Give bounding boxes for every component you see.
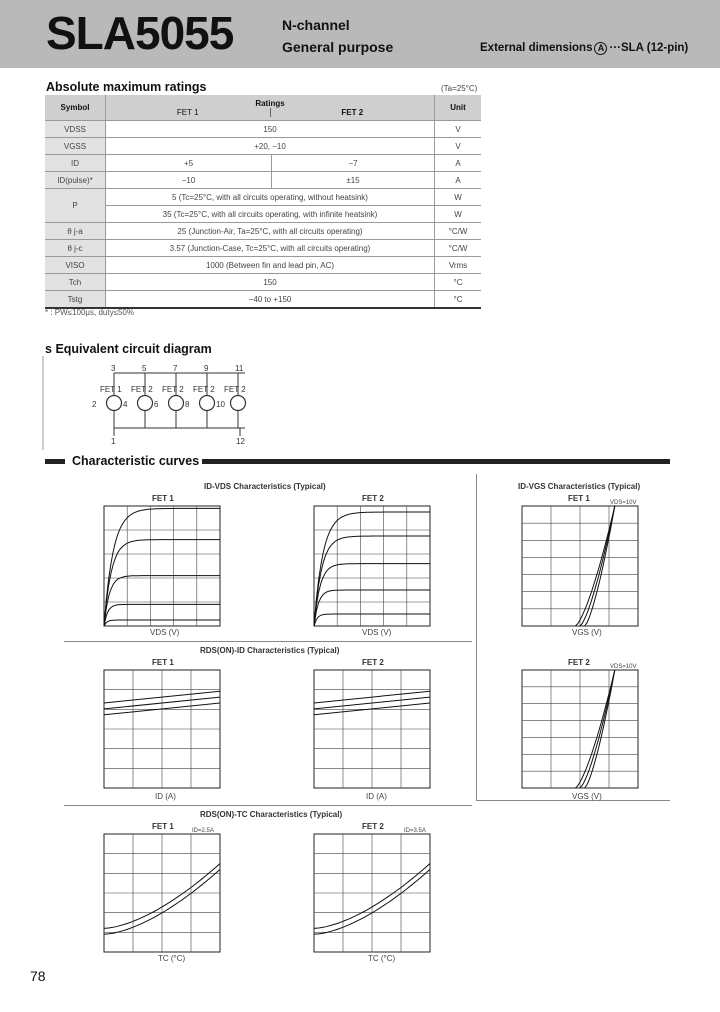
- table-row: [45, 291, 481, 309]
- chart-rdson-tc-fet2: [298, 828, 438, 966]
- plot-frame: [314, 506, 430, 626]
- ratings-title: Absolute maximum ratings: [46, 80, 207, 94]
- row-fet2-value: −7: [272, 155, 435, 172]
- fet1-label-a: FET 1: [152, 494, 174, 503]
- row-symbol: VDSS: [45, 121, 106, 138]
- fet-label: FET 2: [162, 385, 184, 394]
- row-value: 150: [106, 274, 435, 291]
- row-unit: W: [435, 189, 482, 206]
- curve: [314, 536, 430, 626]
- table-row: [45, 223, 481, 240]
- ratings-footnote: * : PW≤100µs, duty≤50%: [45, 308, 134, 317]
- row-unit: °C/W: [435, 223, 482, 240]
- gate-pin: 8: [185, 400, 190, 409]
- table-row: [45, 206, 481, 223]
- axis-vgs-b: VGS (V): [572, 792, 602, 801]
- curves-divider-vertical: [476, 474, 477, 800]
- fet-label: FET 2: [131, 385, 153, 394]
- fet2-label-d: FET 2: [362, 822, 384, 831]
- col-fet1: FET 1: [176, 107, 199, 117]
- row-value: +20, −10: [106, 138, 435, 155]
- curves-divider-2: [64, 805, 472, 806]
- curve: [104, 604, 220, 626]
- row-unit: °C: [435, 291, 482, 309]
- row-symbol: ID: [45, 155, 106, 172]
- axis-tc-b: TC (°C): [368, 954, 396, 963]
- curve: [314, 590, 430, 626]
- bottom-pin-12: 12: [236, 437, 245, 446]
- fet-symbol: [169, 396, 184, 411]
- row-symbol: VISO: [45, 257, 106, 274]
- fet-label: FET 2: [224, 385, 246, 394]
- row-symbol: ID(pulse)*: [45, 172, 106, 189]
- axis-id-a: ID (A): [155, 792, 176, 801]
- row-symbol: Tstg: [45, 291, 106, 309]
- top-pin: 5: [142, 364, 147, 373]
- row-symbol: θ j-a: [45, 223, 106, 240]
- curve: [104, 576, 220, 626]
- chart-id-vgs-fet2: [506, 664, 646, 802]
- row-unit: A: [435, 155, 482, 172]
- fet-label: FET 2: [193, 385, 215, 394]
- row-value: −40 to +150: [106, 291, 435, 309]
- row-symbol: Tch: [45, 274, 106, 291]
- ext-dim-prefix: External dimensions: [480, 42, 593, 54]
- row-value: 150: [106, 121, 435, 138]
- fet2-label-a: FET 2: [362, 494, 384, 503]
- circuit-bullet: s: [45, 342, 52, 356]
- equivalent-circuit-diagram: [40, 356, 280, 452]
- id-vds-title: ID-VDS Characteristics (Typical): [204, 482, 326, 491]
- row-fet1-value: +5: [106, 155, 272, 172]
- axis-vds-fet2: VDS (V): [362, 628, 392, 637]
- gate-pin: 4: [123, 400, 128, 409]
- row-fet1-value: −10: [106, 172, 272, 189]
- curve: [104, 540, 220, 626]
- fet2-label-c: FET 2: [362, 658, 384, 667]
- curve: [104, 508, 220, 626]
- cond-vgs-fet1: VDS=10V: [610, 500, 637, 506]
- row-unit: Vrms: [435, 257, 482, 274]
- row-value: 3.57 (Junction-Case, Tc=25°C, with all circuits operating): [106, 240, 435, 257]
- external-dimensions: [480, 42, 688, 55]
- row-symbol: θ j-c: [45, 240, 106, 257]
- row-symbol: VGSS: [45, 138, 106, 155]
- top-pin: 11: [235, 364, 244, 373]
- gate-pin: 2: [92, 400, 97, 409]
- row-unit: V: [435, 138, 482, 155]
- axis-id-b: ID (A): [366, 792, 387, 801]
- cond-tc-fet1: ID=2.5A: [192, 828, 214, 834]
- row-unit: W: [435, 206, 482, 223]
- col-fet2: FET 2: [341, 107, 364, 117]
- row-unit: °C/W: [435, 240, 482, 257]
- fet2-label-b: FET 2: [568, 658, 590, 667]
- circuit-title-text: Equivalent circuit diagram: [55, 342, 212, 356]
- row-unit: V: [435, 121, 482, 138]
- ext-dim-suffix: ···SLA (12-pin): [609, 42, 689, 54]
- table-row: [45, 138, 481, 155]
- fet-symbol: [138, 396, 153, 411]
- top-pin: 3: [111, 364, 116, 373]
- ratings-table: [45, 95, 481, 309]
- chart-rdson-id-fet2: [298, 664, 438, 802]
- table-row: [45, 172, 481, 189]
- curves-title: Characteristic curves: [72, 454, 200, 468]
- col-symbol: Symbol: [45, 95, 106, 121]
- part-number: SLA5055: [46, 7, 234, 59]
- axis-vds-fet1: VDS (V): [150, 628, 180, 637]
- cond-vgs-fet2: VDS=10V: [610, 664, 637, 670]
- ratings-header-row: [45, 95, 481, 121]
- col-ratings-group: [106, 95, 435, 121]
- fet-symbol: [231, 396, 246, 411]
- col-ratings: Ratings: [255, 98, 285, 108]
- chart-id-vgs-fet1: [506, 500, 646, 640]
- row-value: 5 (Tc=25°C, with all circuits operating, without heatsink): [106, 189, 435, 206]
- axis-tc-a: TC (°C): [158, 954, 186, 963]
- fet1-label-d: FET 1: [152, 822, 174, 831]
- row-value: 25 (Junction-Air, Ta=25°C, with all circuits operating): [106, 223, 435, 240]
- circuit-title: [45, 342, 212, 356]
- top-pin: 7: [173, 364, 178, 373]
- row-symbol: P: [45, 189, 106, 223]
- page-number: 78: [30, 968, 46, 984]
- fet-symbol: [107, 396, 122, 411]
- table-row: [45, 121, 481, 138]
- ratings-condition: (Ta=25°C): [441, 84, 478, 93]
- table-row: [45, 155, 481, 172]
- chart-id-vds-fet1: [88, 500, 228, 640]
- plot-frame: [104, 506, 220, 626]
- id-vgs-title: ID-VGS Characteristics (Typical): [518, 482, 641, 491]
- fet1-label-c: FET 1: [152, 658, 174, 667]
- rdson-tc-title: RDS(ON)-TC Characteristics (Typical): [200, 810, 343, 819]
- curves-divider-1: [64, 641, 472, 642]
- chart-id-vds-fet2: [298, 500, 438, 640]
- col-unit: Unit: [435, 95, 482, 121]
- row-value: 35 (Tc=25°C, with all circuits operating, with infinite heatsink): [106, 206, 435, 223]
- row-value: 1000 (Between fin and lead pin, AC): [106, 257, 435, 274]
- subtitle-purpose: General purpose: [282, 39, 394, 55]
- curve: [104, 620, 220, 626]
- curves-bar-left: [45, 459, 65, 464]
- table-row: [45, 274, 481, 291]
- top-pin: 9: [204, 364, 209, 373]
- rdson-id-title: RDS(ON)-ID Characteristics (Typical): [200, 646, 340, 655]
- chart-rdson-id-fet1: [88, 664, 228, 802]
- axis-vgs-a: VGS (V): [572, 628, 602, 637]
- gate-pin: 10: [216, 400, 225, 409]
- fet1-label-b: FET 1: [568, 494, 590, 503]
- curves-bar-right: [202, 459, 670, 464]
- cond-tc-fet2: ID=3.5A: [404, 828, 426, 834]
- gate-pin: 6: [154, 400, 159, 409]
- table-row: [45, 257, 481, 274]
- ext-dim-circle: A: [594, 42, 607, 55]
- chart-rdson-tc-fet1: [88, 828, 228, 966]
- table-row: [45, 189, 481, 206]
- subtitle-channel: N-channel: [282, 17, 350, 33]
- bottom-pin-1: 1: [111, 437, 116, 446]
- table-row: [45, 240, 481, 257]
- curve: [314, 564, 430, 626]
- row-unit: A: [435, 172, 482, 189]
- fet-symbol: [200, 396, 215, 411]
- curve: [314, 614, 430, 626]
- row-unit: °C: [435, 274, 482, 291]
- row-fet2-value: ±15: [272, 172, 435, 189]
- fet-label: FET 1: [100, 385, 122, 394]
- curve: [314, 512, 430, 626]
